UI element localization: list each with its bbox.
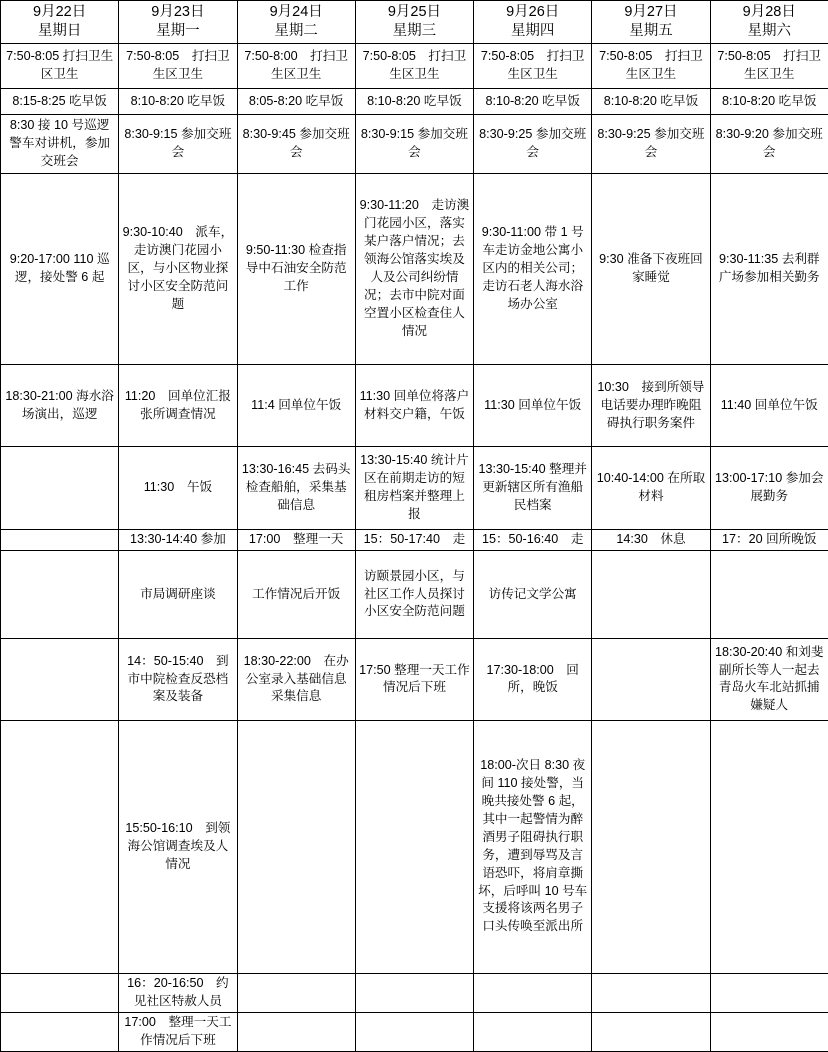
header-date-2: 9月23日	[151, 4, 205, 20]
cell-r6-c7: 13:00-17:10 参加会展勤务	[710, 447, 828, 529]
header-date-1: 9月22日	[33, 4, 87, 20]
cell-r1-c5: 7:50-8:05 打扫卫生区卫生	[474, 44, 592, 89]
cell-r11-c2: 16：20-16:50 约见社区特赦人员	[119, 974, 237, 1013]
cell-r8-c5: 访传记文学公寓	[474, 550, 592, 638]
cell-r12-c5	[474, 1012, 592, 1051]
cell-r7-c1	[1, 529, 119, 550]
header-weekday-6: 星期五	[629, 23, 673, 40]
cell-r5-c6: 10:30 接到所领导电话要办理昨晚阻碍执行职务案件	[592, 364, 710, 446]
header-cell-day-5	[474, 1, 592, 44]
cell-r7-c2: 13:30-14:40 参加	[119, 529, 237, 550]
cell-r1-c7: 7:50-8:05 打扫卫生区卫生	[710, 44, 828, 89]
header-cell-day-3	[237, 1, 355, 44]
header-weekday-2: 星期一	[156, 23, 200, 40]
cell-r12-c7	[710, 1012, 828, 1051]
header-cell-day-1	[1, 1, 119, 44]
header-weekday-3: 星期二	[274, 23, 318, 40]
cell-r2-c3: 8:05-8:20 吃早饭	[237, 89, 355, 114]
cell-r2-c4: 8:10-8:20 吃早饭	[355, 89, 473, 114]
header-date-5: 9月26日	[506, 4, 560, 20]
cell-r2-c2: 8:10-8:20 吃早饭	[119, 89, 237, 114]
cell-r10-c1	[1, 720, 119, 973]
cell-r8-c1	[1, 550, 119, 638]
cell-r10-c3	[237, 720, 355, 973]
table-row	[1, 1012, 828, 1051]
cell-r5-c2: 11:20 回单位汇报张所调查情况	[119, 364, 237, 446]
header-weekday-4: 星期三	[392, 23, 437, 40]
cell-r10-c7	[710, 720, 828, 973]
cell-r7-c3: 17:00 整理一天	[237, 529, 355, 550]
cell-r8-c2: 市局调研座谈	[119, 550, 237, 638]
cell-r3-c5: 8:30-9:25 参加交班会	[474, 114, 592, 173]
cell-r7-c6: 14:30 休息	[592, 529, 710, 550]
cell-r6-c4: 13:30-15:40 统计片区在前期走访的短租房档案并整理上报	[355, 447, 473, 529]
cell-r8-c7	[710, 550, 828, 638]
cell-r10-c4	[355, 720, 473, 973]
cell-r5-c3: 11:4 回单位午饭	[237, 364, 355, 446]
cell-r3-c2: 8:30-9:15 参加交班会	[119, 114, 237, 173]
table-body	[1, 44, 828, 1052]
cell-r12-c3	[237, 1012, 355, 1051]
cell-r11-c3	[237, 974, 355, 1013]
cell-r7-c7: 17：20 回所晚饭	[710, 529, 828, 550]
cell-r9-c5: 17:30-18:00 回所，晚饭	[474, 639, 592, 720]
header-date-7: 9月28日	[742, 4, 796, 20]
cell-r5-c1: 18:30-21:00 海水浴场演出，巡逻	[1, 364, 119, 446]
cell-r7-c5: 15：50-16:40 走	[474, 529, 592, 550]
cell-r1-c3: 7:50-8:00 打扫卫生区卫生	[237, 44, 355, 89]
table-row	[1, 44, 828, 89]
cell-r3-c6: 8:30-9:25 参加交班会	[592, 114, 710, 173]
cell-r4-c1: 9:20-17:00 110 巡逻，接处警 6 起	[1, 173, 119, 364]
table-row	[1, 974, 828, 1013]
header-weekday-7: 星期六	[747, 23, 791, 40]
table-row	[1, 447, 828, 529]
cell-r12-c2: 17:00 整理一天工作情况后下班	[119, 1012, 237, 1051]
table-header	[1, 1, 828, 44]
header-row	[1, 1, 828, 44]
cell-r9-c4: 17:50 整理一天工作情况后下班	[355, 639, 473, 720]
cell-r1-c1: 7:50-8:05 打扫卫生区卫生	[1, 44, 119, 89]
header-weekday-5: 星期四	[510, 23, 555, 40]
cell-r9-c2: 14：50-15:40 到市中院检查反恐档案及装备	[119, 639, 237, 720]
cell-r9-c6	[592, 639, 710, 720]
table-row	[1, 720, 828, 973]
cell-r8-c3: 工作情况后开饭	[237, 550, 355, 638]
table-row	[1, 173, 828, 364]
table-row	[1, 114, 828, 173]
cell-r5-c5: 11:30 回单位午饭	[474, 364, 592, 446]
header-cell-day-4	[355, 1, 473, 44]
cell-r4-c2: 9:30-10:40 派车，走访澳门花园小区，与小区物业探讨小区安全防范问题	[119, 173, 237, 364]
cell-r12-c6	[592, 1012, 710, 1051]
cell-r2-c1: 8:15-8:25 吃早饭	[1, 89, 119, 114]
cell-r3-c1: 8:30 接 10 号巡逻警车对讲机，参加交班会	[1, 114, 119, 173]
cell-r5-c4: 11:30 回单位将落户材料交户籍，午饭	[355, 364, 473, 446]
cell-r10-c5: 18:00-次日 8:30 夜间 110 接处警，当晚共接处警 6 起，其中一起警情为醉酒男子阻碍执行职务，遭到辱骂及言语恐吓，将肩章撕坏，后呼叫 10 号车支援将该两名男子口头传唤至派出所	[474, 720, 592, 973]
header-cell-day-2	[119, 1, 237, 44]
header-date-3: 9月24日	[269, 4, 323, 20]
cell-r6-c5: 13:30-15:40 整理并更新辖区所有渔船民档案	[474, 447, 592, 529]
cell-r11-c7	[710, 974, 828, 1013]
cell-r2-c7: 8:10-8:20 吃早饭	[710, 89, 828, 114]
cell-r3-c3: 8:30-9:45 参加交班会	[237, 114, 355, 173]
cell-r8-c4: 访颐景园小区，与社区工作人员探讨小区安全防范问题	[355, 550, 473, 638]
cell-r1-c6: 7:50-8:05 打扫卫生区卫生	[592, 44, 710, 89]
cell-r4-c6: 9:30 准备下夜班回家睡觉	[592, 173, 710, 364]
cell-r11-c5	[474, 974, 592, 1013]
header-weekday-1: 星期日	[37, 23, 82, 40]
cell-r11-c4	[355, 974, 473, 1013]
cell-r6-c2: 11:30 午饭	[119, 447, 237, 529]
cell-r12-c1	[1, 1012, 119, 1051]
cell-r3-c7: 8:30-9:20 参加交班会	[710, 114, 828, 173]
cell-r11-c6	[592, 974, 710, 1013]
header-cell-day-7	[710, 1, 828, 44]
cell-r1-c4: 7:50-8:05 打扫卫生区卫生	[355, 44, 473, 89]
cell-r6-c3: 13:30-16:45 去码头检查船舶，采集基础信息	[237, 447, 355, 529]
cell-r9-c1	[1, 639, 119, 720]
cell-r8-c6	[592, 550, 710, 638]
cell-r11-c1	[1, 974, 119, 1013]
cell-r4-c4: 9:30-11:20 走访澳门花园小区，落实某户落户情况；去领海公馆落实埃及人及公司纠纷情况；去市中院对面空置小区检查住人情况	[355, 173, 473, 364]
header-cell-day-6	[592, 1, 710, 44]
header-date-4: 9月25日	[387, 4, 442, 20]
table-row	[1, 550, 828, 638]
cell-r2-c6: 8:10-8:20 吃早饭	[592, 89, 710, 114]
cell-r1-c2: 7:50-8:05 打扫卫生区卫生	[119, 44, 237, 89]
cell-r12-c4	[355, 1012, 473, 1051]
table-row	[1, 364, 828, 446]
cell-r7-c4: 15：50-17:40 走	[355, 529, 473, 550]
cell-r2-c5: 8:10-8:20 吃早饭	[474, 89, 592, 114]
cell-r10-c6	[592, 720, 710, 973]
cell-r4-c3: 9:50-11:30 检查指导中石油安全防范工作	[237, 173, 355, 364]
table-row	[1, 529, 828, 550]
cell-r3-c4: 8:30-9:15 参加交班会	[355, 114, 473, 173]
cell-r4-c7: 9:30-11:35 去利群广场参加相关勤务	[710, 173, 828, 364]
cell-r6-c6: 10:40-14:00 在所取材料	[592, 447, 710, 529]
table-row	[1, 89, 828, 114]
cell-r4-c5: 9:30-11:00 带 1 号车走访金地公寓小区内的相关公司；走访石老人海水浴场办公室	[474, 173, 592, 364]
cell-r9-c3: 18:30-22:00 在办公室录入基础信息采集信息	[237, 639, 355, 720]
cell-r6-c1	[1, 447, 119, 529]
header-date-6: 9月27日	[624, 4, 678, 20]
cell-r9-c7: 18:30-20:40 和刘斐副所长等人一起去青岛火车北站抓捕嫌疑人	[710, 639, 828, 720]
cell-r10-c2: 15:50-16:10 到领海公馆调查埃及人情况	[119, 720, 237, 973]
cell-r5-c7: 11:40 回单位午饭	[710, 364, 828, 446]
table-row	[1, 639, 828, 720]
